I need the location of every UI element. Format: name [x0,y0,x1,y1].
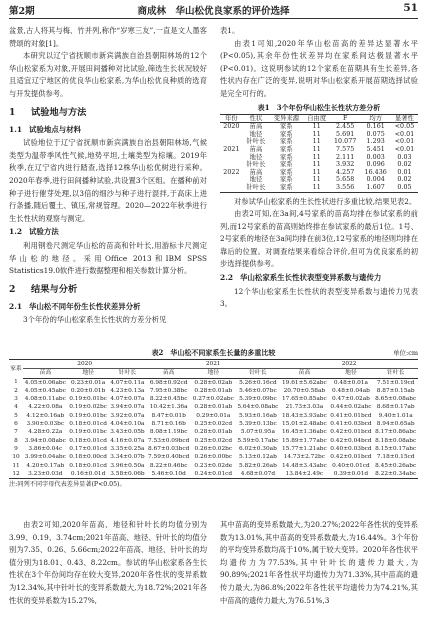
table-cell: 8.45±0.26abc [375,462,417,469]
table-cell: 18.43±3.93abc [281,412,327,419]
table-cell: 地径 [249,153,263,161]
table-cell: 12 [9,470,23,479]
table-cell: 针叶长 [246,138,266,146]
table2-family-header: 家系 [9,360,23,379]
table-row [9,403,418,411]
paragraph: 试验地位于辽宁省抚顺市新宾满族自治县朝阳林场,气候类型为温带季风性气候,地势平坦,土壤类型为棕壤。2019年秋季,在辽宁省内进行踏查,选择12株华山松优树进行采种。2020年春季,进行田间播种试验,共设置3个区组。在播种前对种子进行催芽处理,以3倍的细沙与种子进行混拌,于高床上进行条播,随后覆土、镇压,常规管理。2020—2022年秋季进行生长性状的观察与测定。 [9,138,207,223]
table-cell: 5.39±0.09bc [239,396,277,403]
table-cell: 0.24±0.01cd [191,470,236,479]
table-cell: 5.82±0.26ab [238,462,277,469]
subsection-number: 1.2 [9,227,23,237]
table2-unit: 单位:cm [393,349,418,357]
table-cell: 8.22±0.46bc [149,462,188,469]
table-cell: 16.45±1.36abc [281,429,327,436]
table-cell: 0.003 [366,153,385,161]
bottom-right-text [220,519,418,607]
table-cell: 2 [14,387,18,394]
table-cell: 14.48±3.43abc [281,462,327,469]
table-cell: 8.94±0.65ab [376,421,415,428]
table-cell: 13.84±2.49c [280,470,328,479]
table-cell: 4.05±0.06abc [24,379,66,386]
table-cell: 11 [312,176,321,184]
table2-title: 表2 华山松不同家系生长量的多重比较 [151,348,276,357]
table-cell: 8.15±0.17abc [375,445,417,452]
table-cell: 7.18±0.15cd [376,454,415,461]
subsection-heading [9,124,207,137]
table-cell: 0.28±0.02ab [194,379,233,386]
table-cell: 家系 [280,153,293,161]
table-cell [220,138,243,146]
table-cell: 21.73±3.03a [285,404,324,411]
table-cell: 19.61±5.62abc [281,379,327,386]
table-cell: 8.68±0.17ab [376,404,415,411]
table-cell: 苗高 [249,145,263,153]
table-cell: 苗高 [249,123,263,131]
table1-title: 表1 3个年份华山松生长性状方差分析 [257,102,381,112]
table-cell: 0.42±0.04bcd [330,437,372,444]
table-cell: 7.95±0.38bc [149,387,188,394]
table-cell: 0.23±0.01a [71,379,106,386]
table-cell: 0.19±0.01bc [69,412,107,419]
table-cell: 0.075 [366,130,385,138]
table-cell: 6.02±0.30ab [238,445,277,452]
table-row [9,378,418,387]
table-cell: 4.05±0.45abc [24,387,66,394]
table2-trait-header: 苗高 [146,369,191,378]
table-cell: 2022 [223,168,240,176]
table-cell: 0.42±0.01bcd [330,454,372,461]
paragraph: 表1。 [220,26,240,35]
section-title: 试验地与方法 [31,106,87,118]
table-cell: 8.71±0.16b [151,421,186,428]
table1-header-cell: 年份 [220,114,243,123]
table-cell: 3.23±0.03d [23,470,68,479]
table-cell: 0.05 [391,184,418,192]
table-cell: 7.575 [336,145,355,153]
table-cell: 11 [304,184,330,192]
table-cell: 4.08±0.11abc [24,396,66,403]
paragraph: 由表1可知,2020年华山松苗高的差异达显著水平(P<0.05),其余年份性状差异均在家系间达极显著水平(P<0.01)。这说明参试的12个家系在苗期具有生长差异,各性状内存在广泛的变异,说明对华山松家系开展苗期选择试验是完全可行的。 [220,38,418,98]
table-cell: 家系 [280,176,293,184]
table2-trait-header: 地径 [329,369,374,378]
table-cell: 0.44±0.02abc [330,404,372,411]
table-cell: <0.01 [394,130,415,138]
table-cell: 9.40±1.01a [378,412,413,419]
page-number: 51 [403,2,418,14]
table-row [9,445,418,453]
subsection-number: 2.2 [220,273,234,283]
table2-trait-header: 地径 [191,369,236,378]
table-cell: 3.96±0.50a [110,462,145,469]
table-cell: 9 [14,445,18,452]
table-cell: 0.40±0.01cd [332,462,370,469]
table-cell: <0.01 [394,138,415,146]
table-cell: 0.02 [397,176,412,184]
table-row [220,138,418,146]
table-cell: 3.34±0.07b [110,454,145,461]
table2-trait-header: 针叶长 [373,369,418,378]
table2-trait-row [9,369,418,378]
table-cell: 4.16±0.07a [110,437,145,444]
table-cell: 0.19±0.02bc [69,404,107,411]
table-cell: 针叶长 [243,184,269,192]
table-cell: 3.35±0.25a [110,445,145,452]
table2-trait-header: 针叶长 [109,369,147,378]
subsection-title: 华山松不同年份生长性状差异分析 [29,301,141,311]
table-cell: 8.18±0.08abc [375,437,417,444]
table-cell: <0.01 [394,145,415,153]
section-number: 1 [9,106,16,118]
table-row [9,437,418,445]
table-row [9,395,418,403]
table-cell: 家系 [280,168,293,176]
table-cell: 10.42±1.36a [149,404,188,411]
paragraph: 12个华山松家系生长性状的表型变异系数与遗传力见表3。 [220,286,418,309]
table-cell: 地径 [249,176,263,184]
left-column [9,25,207,327]
table-cell: 1 [14,379,18,386]
table-cell: 家系 [280,123,293,131]
table-cell: 0.19±0.01bc [69,429,107,436]
table-cell: 3.99±0.04abc [24,454,66,461]
table2-block [9,347,418,489]
table-cell: 11 [312,153,321,161]
paragraph: 利用钢卷尺测定华山松的苗高和针叶长,用游标卡尺测定华山松的地径。采用Office 2013和IBM SPSS Statistics19.0软件进行数据整理和相关参数计算分析。 [9,240,207,276]
page-header [0,0,427,20]
table-cell: 11 [12,462,20,469]
table-cell: 11 [312,168,321,176]
table-cell: 11 [312,145,321,153]
table-cell: 0.28±0.01ab [194,429,233,436]
running-title: 商成林 华山松优良家系的评价选择 [137,6,290,17]
right-column [220,25,418,311]
table2-year-header: 2020 [23,360,146,369]
section-heading [9,106,207,120]
table1-header-cell: 性状 [243,114,269,123]
table-cell: 4.07±0.07a [110,396,145,403]
table-cell: 8.17±0.86abc [375,429,417,436]
table-cell: 0.48±0.01a [333,379,369,386]
table2-year-row [9,360,418,369]
table-cell: 0.42±0.01bcd [330,429,372,436]
table-cell: 4.20±0.17ab [26,462,65,469]
table-cell: 8.22±0.45bc [149,396,188,403]
table-cell: 0.48±0.04ab [332,387,370,394]
table-cell: 0.26±0.02bc [194,445,233,452]
table-cell: 11 [312,138,321,146]
table-row [220,184,418,192]
table-cell: 5.13±0.12ab [238,454,277,461]
table2-trait-header: 苗高 [23,369,68,378]
table-row [9,412,418,420]
table-cell: 0.096 [366,161,385,169]
table-cell: 4.68±0.07d [236,470,281,479]
table-cell: 4 [14,404,18,411]
section-title: 结果与分析 [31,283,78,295]
table-row [9,462,418,470]
table2-trait-header: 针叶长 [236,369,281,378]
table-cell: 0.004 [366,176,385,184]
subsection-heading [220,272,418,285]
subsection-title: 试验地点与材料 [29,124,82,134]
subsection-heading [9,301,207,314]
table-cell: 4.04±0.10a [110,421,145,428]
table-row [220,146,418,154]
table-cell: 0.17±0.01cd [69,445,107,452]
table-cell: 5.93±0.16ab [238,412,277,419]
subsection-title: 试验方法 [29,227,59,237]
paragraph: 其中苗高的变异系数最大,为20.27%;2022年各性状的变异系数为13.01%,其中苗高的变异系数最大,为16.44%。3个年份的平均变异系数均高于10%,属于较大变异。2020年各性状平均遗传力为77.53%,其中针叶长的遗传力最大,为90.89%;2021年各性状平均遗传力为71.33%,其中苗高的遗传力最大,为86.8%;2022年各性状平均遗传力为74.21%,其中苗高的遗传力最大,为76.51%,3 [220,520,418,605]
issue-number: 第2期 [9,6,35,17]
table2 [9,359,418,479]
table2-trait-header: 地径 [68,369,109,378]
table-cell [220,154,243,162]
table-cell [220,184,243,192]
table-cell: 5.26±0.16cd [239,379,277,386]
table-cell: 0.39±0.01d [329,470,374,479]
table-cell: 5.46±0.07bc [239,387,277,394]
table-cell: 3.90±0.03bc [26,421,65,428]
subsection-title: 华山松家系生长性状表型变异系数与遗传力 [240,273,382,283]
table-cell: 2021 [223,145,240,153]
table1-header-cell: 变异来源 [269,114,303,123]
table-cell: 0.41±0.03bcd [330,421,372,428]
table-cell: 7.59±0.40bcd [147,454,190,461]
table-cell: 家系 [280,161,293,169]
table-cell: <0.05 [394,123,415,131]
table-row [220,176,418,184]
table2-trait-header: 苗高 [280,369,328,378]
table-cell: 5.39±0.13bc [239,421,277,428]
table-cell: 15.89±1.77abc [281,437,327,444]
table-cell: 4.22±0.08a [28,404,63,411]
table1 [220,114,418,193]
table-cell: 3 [14,396,18,403]
table-cell: 3.556 [330,184,361,192]
table-row [9,453,418,461]
table-cell: 3.94±0.08abc [24,437,66,444]
table-cell: 0.20±0.01b [70,387,106,394]
table-cell [220,131,243,139]
paragraph: 本研究以辽宁省抚顺市新宾满族自治县朝阳林场的12个华山松家系为对象,开展田间播种对比试验,筛选生长状况较好且适宜辽宁地区的优良华山松家系,为华山松优良种质的选育与开发提供参考。 [9,51,207,98]
table-cell: 6.98±0.92cd [149,379,188,386]
table-cell: 10 [12,454,20,461]
table-cell: 7.51±0.19cd [376,379,415,386]
table-cell: 5.64±0.08abc [237,404,279,411]
table2-body [9,378,418,479]
table-cell: 8.65±0.08abc [375,396,417,403]
table-cell: 0.25±0.02cd [194,437,233,444]
table2-caption [9,347,418,359]
paragraph: 对参试华山松家系的生长性状进行多重比较,结果见表2。 [234,196,417,206]
header-rule [9,18,418,19]
table-cell: 2020 [223,123,240,131]
table-cell: 0.41±0.01bcd [330,412,372,419]
table-cell: 0.26±0.00bc [194,454,233,461]
table-row [9,428,418,436]
table-cell: 0.28±0.01ab [194,387,233,394]
table-cell: 0.18±0.01cd [69,421,107,428]
paragraph: 盆景,古人将其与梅、竹并列,称作“岁寒三友”,一直是文人墨客赞颂的对象[1]。 [9,26,207,48]
table-row [220,161,418,169]
table2-year-header: 2022 [280,360,418,369]
table1-header-cell: 自由度 [304,114,330,123]
table2-note: 注:同列不同字母代表差异显著(P<0.05)。 [9,481,126,489]
table-cell: 0.03 [397,153,412,161]
table-cell: 0.29±0.01a [196,412,231,419]
table-cell: 地径 [249,130,263,138]
table-cell: 1.607 [360,184,391,192]
table-cell: 5.451 [366,145,385,153]
table-cell: 3.932 [336,161,355,169]
table-cell: 8 [14,437,18,444]
table-cell: 8.22±0.34abc [375,470,417,477]
table-cell: 17.65±0.85abc [281,396,327,403]
table-cell: 家系 [280,138,293,146]
section-number: 2 [9,283,16,295]
table-cell: 5.59±0.17abc [237,437,279,444]
table-cell: 16.436 [364,168,387,176]
table-cell: 家系 [280,145,293,153]
table-cell: 11 [312,123,321,131]
table-cell: 8.67±0.03bcd [147,445,190,452]
table-cell: 10.077 [334,138,357,146]
table-cell: 0.18±0.01cd [69,462,107,469]
table-cell: 0.28±0.01ab [194,404,233,411]
subsection-heading [9,226,207,239]
table-cell: 0.02 [397,161,412,169]
table1-header-cell: 显著性 [391,114,418,123]
table-row [220,123,418,131]
table-row [220,154,418,162]
table-cell: 0.01 [397,168,412,176]
table-cell: 8.47±0.01b [151,412,186,419]
table-cell: 0.40±0.03bcd [330,445,372,452]
table-cell: 家系 [269,184,303,192]
table-cell: 0.47±0.02ab [332,396,370,403]
paragraph: 由表2可知,在3a间,4号家系的苗高均排在参试家系的前列,而12号家系的苗高则始终排在参试家系的最后1位。1号、2号家系的地径在3a间均排在前3位,12号家系的地径则均排在靠后的位置。对调查结果来看综合评价,但可为优良家系的初步选择提供参考。 [220,209,418,269]
table-cell: 14.73±2.72bc [283,454,326,461]
table-cell: 3.43±0.05b [110,429,145,436]
table1-body [220,123,418,192]
table-cell: 3.92±0.07a [110,412,145,419]
table-cell: 家系 [280,130,293,138]
table-cell: 4.257 [336,168,355,176]
table-cell: 15.77±1.21abc [281,445,327,452]
table-cell: 11 [312,130,321,138]
table-cell: 6 [14,421,18,428]
table-cell: 0.16±0.01d [68,470,109,479]
table-cell: 3.58±0.06b [110,470,145,477]
table-cell: 5.691 [336,130,355,138]
table-cell: 1.293 [366,138,385,146]
table-cell: 2.455 [336,123,355,131]
table-cell: 7.53±0.09bcd [147,437,190,444]
table-cell: 3.86±0.04c [28,445,63,452]
table-cell: 苗高 [249,168,263,176]
table-cell: 0.19±0.01bc [69,396,107,403]
table-cell: 5.46±0.10d [146,470,191,479]
table-cell: 3.94±0.07a [110,404,145,411]
table-cell: 0.25±0.02cd [194,421,233,428]
paragraph: 3个年份的华山松家系生长性状的方差分析见 [23,315,167,325]
table-row [9,470,418,479]
subsection-number: 1.1 [9,124,23,134]
table-cell: 5 [14,412,18,419]
table-cell [220,161,243,169]
table-cell: 4.28±0.22a [28,429,63,436]
table-cell: 0.18±0.00cd [69,454,107,461]
table-cell: 0.27±0.02abc [192,396,234,403]
table-cell: 0.161 [366,123,385,131]
table-cell: 4.07±0.11a [110,379,145,386]
table-cell: 11 [312,161,321,169]
table-row [9,387,418,395]
table-cell: 2.111 [336,153,355,161]
table-cell: 4.12±0.16ab [26,412,65,419]
table-row [9,420,418,428]
table-cell: 20.70±0.58ab [283,387,326,394]
table-cell: 7 [14,429,18,436]
section-heading [9,283,207,297]
paragraph: 由表2可知,2020年苗高、地径和针叶长的均值分别为3.99、0.19、3.74cm;2021年苗高、地径、针叶长的均值分别为7.35、0.26、5.66cm;2022年苗高、地径、针叶长的均值分别为18.01、0.43、8.22cm。参试的华山松家系各生长性状在3个年份间均存在较大变异,2020年各性状的变异系数为12.34%,其中针叶长的变异系数最大,为18.72%;2021年各性状的变异系数为15.27%, [9,520,207,605]
table-cell: 针叶长 [246,161,266,169]
table-cell [220,176,243,184]
table-cell: 4.23±0.13a [110,387,145,394]
table1-header-row [220,114,418,123]
table-cell: 8.87±0.15ab [376,387,415,394]
table-cell: 15.01±2.48abc [281,421,327,428]
table2-year-header: 2021 [146,360,280,369]
bottom-left-text [9,519,207,607]
table-cell: 5.07±0.95a [240,429,275,436]
table-cell: 8.08±1.19bc [149,429,188,436]
table1-header-cell: F [330,114,361,123]
table-cell: 0.18±0.01cd [69,437,107,444]
subsection-number: 2.1 [9,301,23,311]
table-cell: 5.658 [336,176,355,184]
table-cell: 0.23±0.02de [194,462,233,469]
table1-header-cell: 均方 [360,114,391,123]
